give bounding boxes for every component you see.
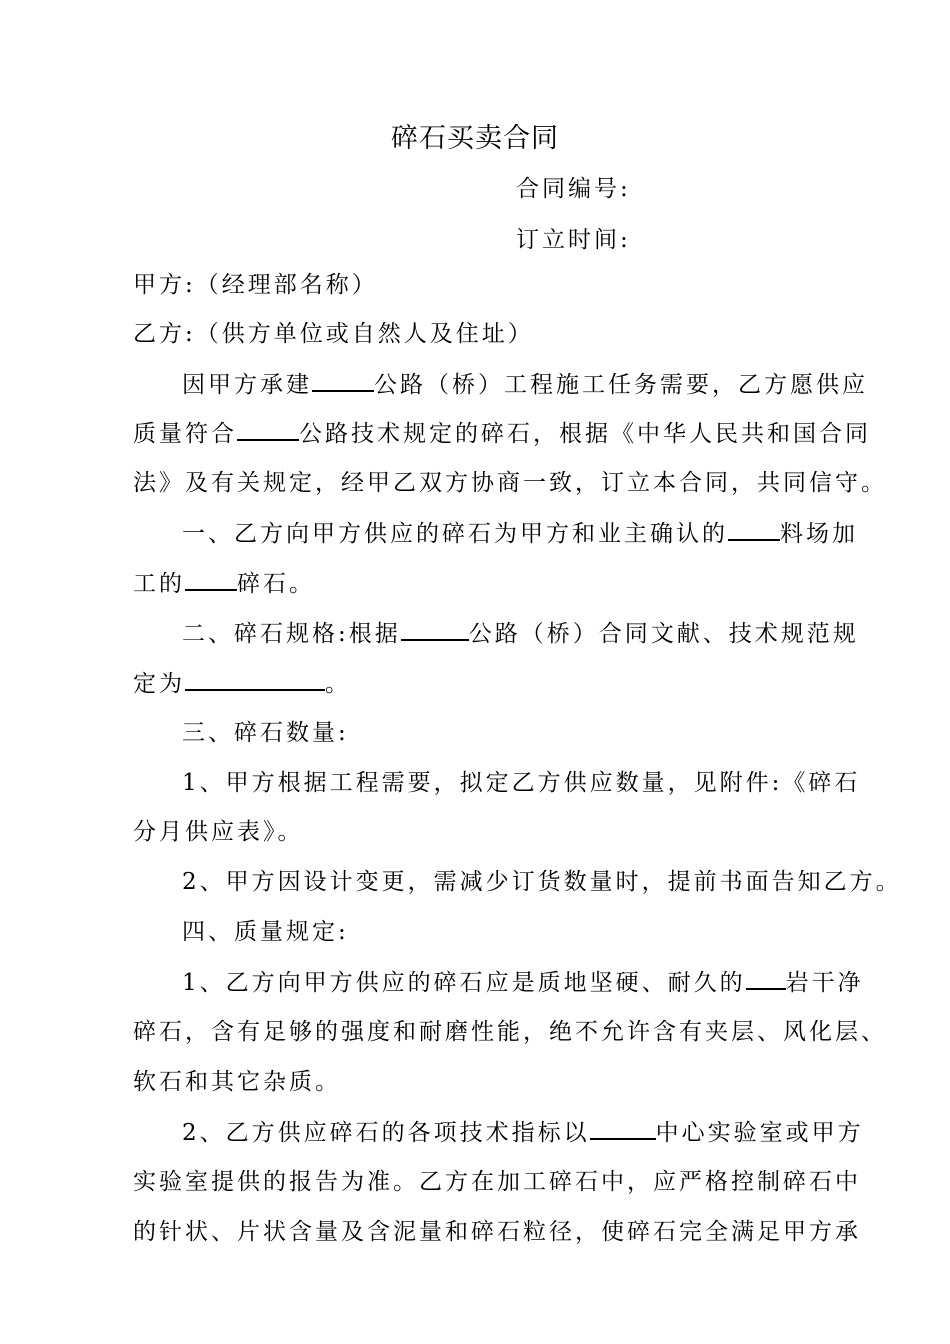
clause-line: 分月供应表》。 xyxy=(133,819,304,845)
fill-blank xyxy=(312,368,374,392)
clause-line: 实验室提供的报告为准。乙方在加工碎石中，应严格控制碎石中 xyxy=(133,1169,861,1195)
document-title: 碎石买卖合同 xyxy=(391,123,559,154)
clause-line: 二、碎石规格:根据 公路（桥）合同文献、技术规范规 xyxy=(182,617,859,650)
clause-line: 1、乙方向甲方供应的碎石应是质地坚硬、耐久的 岩干净 xyxy=(182,966,864,999)
contract-number-label: 合同编号: xyxy=(516,176,631,202)
fill-blank xyxy=(590,1116,656,1140)
party-b: 乙方:（供方单位或自然人及住址） xyxy=(133,321,534,347)
clause-line: 软石和其它杂质。 xyxy=(133,1069,341,1095)
fill-blank xyxy=(728,517,780,541)
fill-blank xyxy=(185,667,325,691)
clause-line: 的针状、片状含量及含泥量和碎石粒径，使碎石完全满足甲方承 xyxy=(133,1219,861,1245)
fill-blank xyxy=(237,417,299,441)
section-heading: 三、碎石数量: xyxy=(182,720,349,746)
fill-blank xyxy=(746,966,786,990)
clause-line: 一、乙方向甲方供应的碎石为甲方和业主确认的 料场加 xyxy=(182,517,858,550)
section-heading: 四、质量规定: xyxy=(182,919,349,945)
clause-line: 2、乙方供应碎石的各项技术指标以 中心实验室或甲方 xyxy=(182,1116,864,1149)
clause-line: 2、甲方因设计变更，需减少订货数量时，提前书面告知乙方。 xyxy=(182,869,902,895)
paragraph-line: 法》及有关规定，经甲乙双方协商一致，订立本合同，共同信守。 xyxy=(133,470,887,496)
fill-blank xyxy=(401,617,469,641)
party-a: 甲方:（经理部名称） xyxy=(133,272,378,298)
paragraph-line: 因甲方承建 公路（桥）工程施工任务需要，乙方愿供应 xyxy=(182,368,868,401)
fill-blank xyxy=(185,567,237,591)
paragraph-line: 质量符合 公路技术规定的碎石，根据《中华人民共和国合同 xyxy=(133,417,871,450)
signing-date-label: 订立时间: xyxy=(516,227,631,253)
clause-line: 定为 。 xyxy=(133,667,351,700)
clause-line: 工的 碎石。 xyxy=(133,567,315,600)
clause-line: 1、甲方根据工程需要，拟定乙方供应数量，见附件:《碎石 xyxy=(182,770,861,796)
clause-line: 碎石，含有足够的强度和耐磨性能，绝不允许含有夹层、风化层、 xyxy=(133,1019,887,1045)
